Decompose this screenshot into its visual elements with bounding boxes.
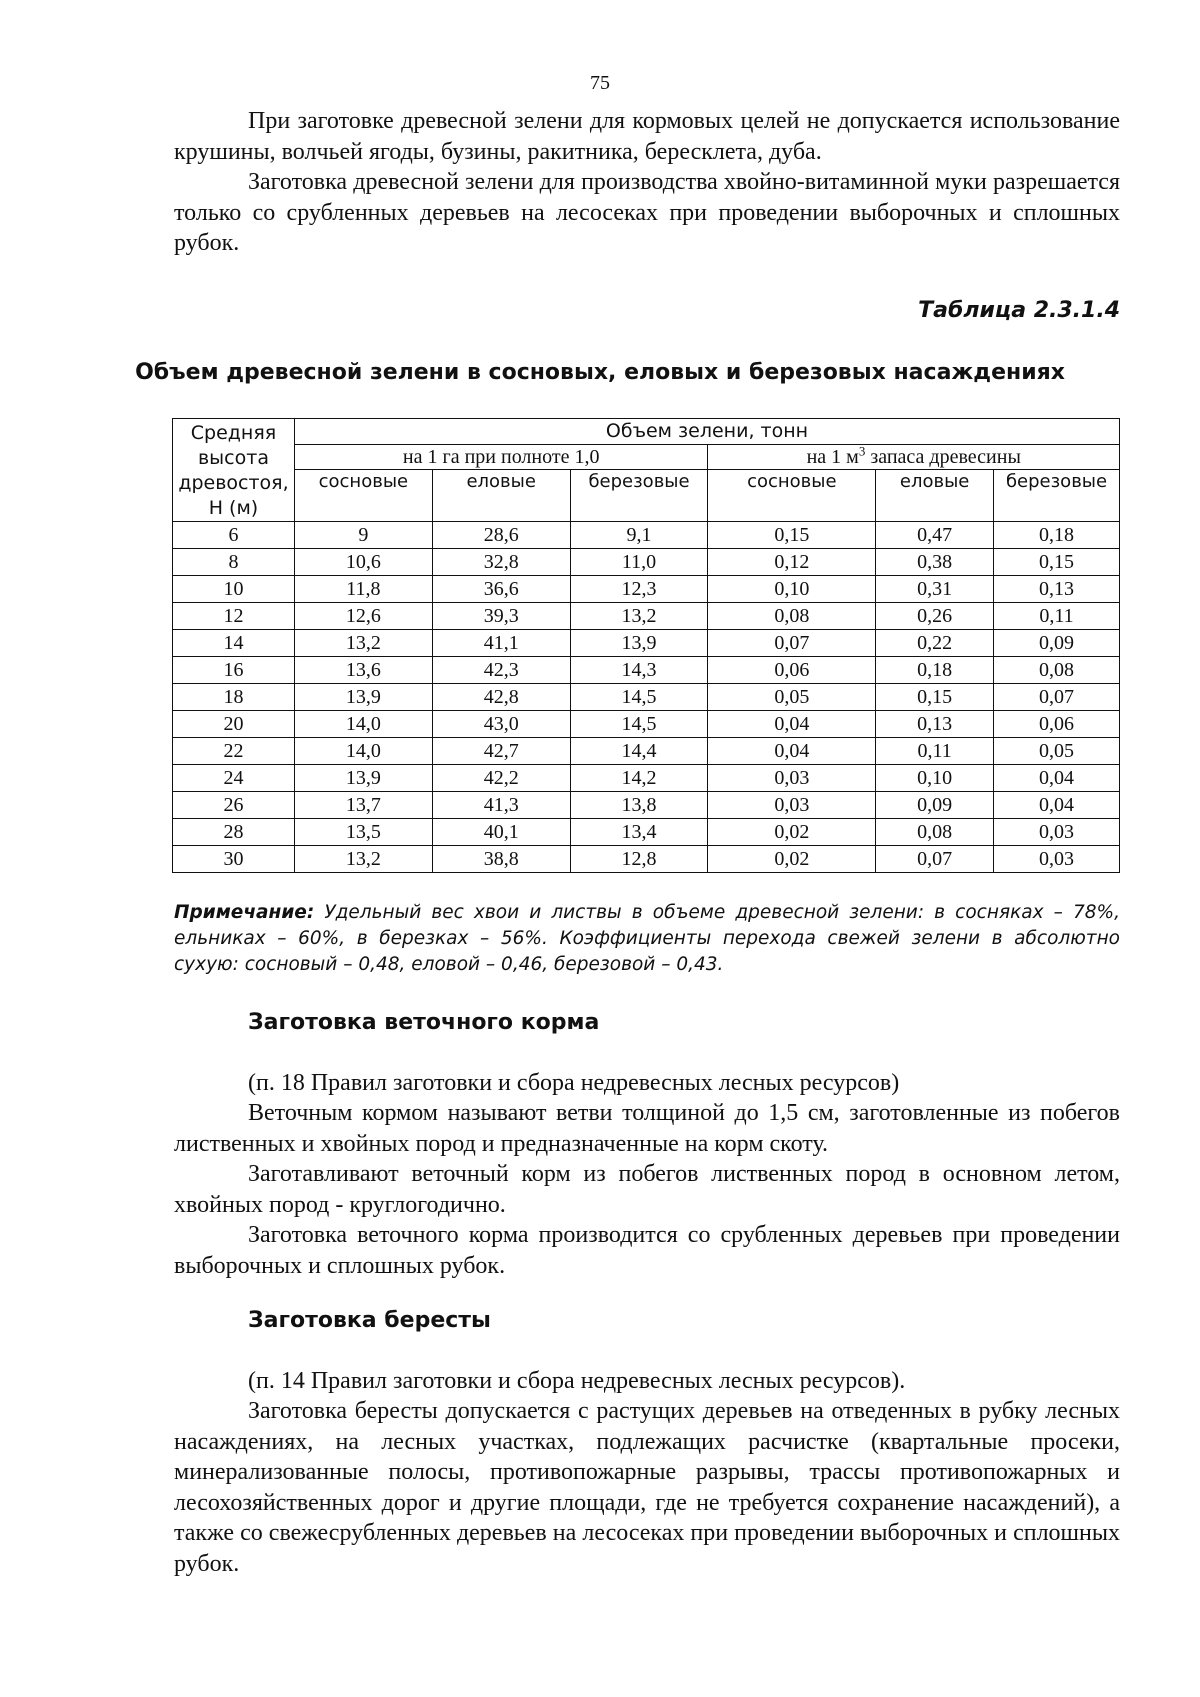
table-cell: 38,8 bbox=[432, 846, 570, 873]
page-number: 75 bbox=[590, 72, 610, 94]
table-cell: 42,8 bbox=[432, 684, 570, 711]
table-cell: 10 bbox=[173, 576, 295, 603]
table-cell: 14,2 bbox=[570, 765, 708, 792]
table-cell: 20 bbox=[173, 711, 295, 738]
table-cell: 13,7 bbox=[294, 792, 432, 819]
table-cell: 28 bbox=[173, 819, 295, 846]
table-cell: 0,12 bbox=[708, 549, 876, 576]
table-cell: 0,10 bbox=[708, 576, 876, 603]
table-row bbox=[173, 630, 1120, 657]
table-cell: 32,8 bbox=[432, 549, 570, 576]
table-cell: 14,5 bbox=[570, 711, 708, 738]
table-cell: 11,8 bbox=[294, 576, 432, 603]
header-height: Средняя высота древостоя, Н (м) bbox=[173, 419, 295, 522]
table-cell: 13,9 bbox=[294, 684, 432, 711]
table-cell: 13,2 bbox=[294, 630, 432, 657]
table-cell: 42,2 bbox=[432, 765, 570, 792]
note-label: Примечание: bbox=[174, 902, 315, 923]
table-cell: 0,38 bbox=[876, 549, 994, 576]
table-cell: 0,08 bbox=[876, 819, 994, 846]
table-row bbox=[173, 603, 1120, 630]
note-text: Удельный вес хвои и листвы в объеме древесной зелени: в сосняках – 78%, ельниках – 60%, в березках – 56%. Коэффициенты перехода свежей зелени в абсолютно сухую: сосновый – 0,48, еловой – 0,46, березовой – 0,43. bbox=[174, 902, 1120, 975]
table-cell: 13,4 bbox=[570, 819, 708, 846]
table-cell: 0,22 bbox=[876, 630, 994, 657]
table-cell: 13,9 bbox=[570, 630, 708, 657]
table-cell: 14,5 bbox=[570, 684, 708, 711]
header-birch-1: березовые bbox=[570, 470, 708, 522]
header-per-hectare: на 1 га при полноте 1,0 bbox=[294, 444, 708, 470]
table-cell: 0,03 bbox=[708, 765, 876, 792]
table-cell: 13,5 bbox=[294, 819, 432, 846]
table-cell: 14,0 bbox=[294, 711, 432, 738]
table-cell: 0,02 bbox=[708, 819, 876, 846]
table-cell: 11,0 bbox=[570, 549, 708, 576]
table-cell: 0,09 bbox=[994, 630, 1120, 657]
table-cell: 43,0 bbox=[432, 711, 570, 738]
header-pine-1: сосновые bbox=[294, 470, 432, 522]
table-cell: 24 bbox=[173, 765, 295, 792]
green-volume-table bbox=[172, 418, 1120, 873]
table-note bbox=[174, 900, 1120, 978]
section2-paragraph-1: Заготовка бересты допускается с растущих деревьев на отведенных в рубку лесных насаждениях, на лесных участках, подлежащих расчистке (квартальные просеки, минерализованные полосы, противопожарные разрывы, трассы противопожарных и лесохозяйственных дорог и другие площади, где не требуется сохранение насаждений), а также со свежесрубленных деревьев на лесосеках при проведении выборочных и сплошных рубок. bbox=[174, 1398, 1120, 1577]
table-cell: 14,0 bbox=[294, 738, 432, 765]
table-cell: 0,05 bbox=[994, 738, 1120, 765]
header-birch-2: березовые bbox=[994, 470, 1120, 522]
table-cell: 12,6 bbox=[294, 603, 432, 630]
table-cell: 0,07 bbox=[876, 846, 994, 873]
table-row bbox=[173, 549, 1120, 576]
table-cell: 0,15 bbox=[876, 684, 994, 711]
table-cell: 13,2 bbox=[294, 846, 432, 873]
section-heading-birch-bark: Заготовка бересты bbox=[248, 1308, 491, 1333]
section2-reference: (п. 14 Правил заготовки и сбора недревесных лесных ресурсов). bbox=[248, 1368, 906, 1394]
table-cell: 9 bbox=[294, 522, 432, 549]
table-cell: 10,6 bbox=[294, 549, 432, 576]
table-cell: 0,11 bbox=[876, 738, 994, 765]
table-cell: 0,03 bbox=[994, 846, 1120, 873]
table-cell: 0,02 bbox=[708, 846, 876, 873]
table-cell: 30 bbox=[173, 846, 295, 873]
table-cell: 0,13 bbox=[876, 711, 994, 738]
table-row bbox=[173, 792, 1120, 819]
table-cell: 12,8 bbox=[570, 846, 708, 873]
table-cell: 41,1 bbox=[432, 630, 570, 657]
table-cell: 0,04 bbox=[994, 792, 1120, 819]
section1-paragraph-1: Веточным кормом называют ветви толщиной до 1,5 см, заготовленные из побегов лиственных и хвойных пород и предназначенные на корм скоту. bbox=[174, 1100, 1120, 1157]
table-cell: 39,3 bbox=[432, 603, 570, 630]
table-cell: 13,9 bbox=[294, 765, 432, 792]
header-spruce-2: еловые bbox=[876, 470, 994, 522]
section1-paragraph-2: Заготавливают веточный корм из побегов лиственных пород в основном летом, хвойных пород - круглогодично. bbox=[174, 1161, 1120, 1218]
table-cell: 42,3 bbox=[432, 657, 570, 684]
table-cell: 13,6 bbox=[294, 657, 432, 684]
table-cell: 0,15 bbox=[708, 522, 876, 549]
header-spruce-1: еловые bbox=[432, 470, 570, 522]
table-cell: 0,31 bbox=[876, 576, 994, 603]
table-cell: 22 bbox=[173, 738, 295, 765]
table-cell: 8 bbox=[173, 549, 295, 576]
table-cell: 18 bbox=[173, 684, 295, 711]
table-cell: 28,6 bbox=[432, 522, 570, 549]
table-row bbox=[173, 846, 1120, 873]
table-cell: 0,47 bbox=[876, 522, 994, 549]
table-cell: 9,1 bbox=[570, 522, 708, 549]
table-cell: 42,7 bbox=[432, 738, 570, 765]
table-cell: 6 bbox=[173, 522, 295, 549]
section1-paragraph-3: Заготовка веточного корма производится со срубленных деревьев при проведении выборочных и сплошных рубок. bbox=[174, 1222, 1120, 1279]
table-cell: 26 bbox=[173, 792, 295, 819]
header-per-cubic-meter: на 1 $м^3$ запаса древесины bbox=[708, 444, 1120, 470]
table-cell: 14,3 bbox=[570, 657, 708, 684]
intro-paragraph-1: При заготовке древесной зелени для кормовых целей не допускается использование крушины, волчьей ягоды, бузины, ракитника, бересклета, дуба. bbox=[174, 108, 1120, 165]
table-cell: 12,3 bbox=[570, 576, 708, 603]
table-cell: 0,06 bbox=[708, 657, 876, 684]
table-cell: 0,04 bbox=[994, 765, 1120, 792]
table-row bbox=[173, 819, 1120, 846]
table-cell: 12 bbox=[173, 603, 295, 630]
table-row bbox=[173, 576, 1120, 603]
table-cell: 0,18 bbox=[876, 657, 994, 684]
section-heading-branch-feed: Заготовка веточного корма bbox=[248, 1010, 600, 1035]
table-cell: 14,4 bbox=[570, 738, 708, 765]
table-cell: 0,03 bbox=[708, 792, 876, 819]
section1-reference: (п. 18 Правил заготовки и сбора недревесных лесных ресурсов) bbox=[248, 1070, 900, 1096]
table-cell: 0,15 bbox=[994, 549, 1120, 576]
table-cell: 16 bbox=[173, 657, 295, 684]
table-cell: 0,07 bbox=[708, 630, 876, 657]
table-cell: 14 bbox=[173, 630, 295, 657]
table-cell: 0,06 bbox=[994, 711, 1120, 738]
table-cell: 0,11 bbox=[994, 603, 1120, 630]
intro-paragraph-2: Заготовка древесной зелени для производства хвойно-витаминной муки разрешается только со срубленных деревьев на лесосеках при проведении выборочных и сплошных рубок. bbox=[174, 169, 1120, 256]
table-row bbox=[173, 711, 1120, 738]
table-cell: 0,13 bbox=[994, 576, 1120, 603]
table-row bbox=[173, 522, 1120, 549]
table-row bbox=[173, 657, 1120, 684]
header-pine-2: сосновые bbox=[708, 470, 876, 522]
table-label: Таблица 2.3.1.4 bbox=[918, 298, 1120, 323]
table-cell: 36,6 bbox=[432, 576, 570, 603]
table-cell: 0,26 bbox=[876, 603, 994, 630]
table-row bbox=[173, 765, 1120, 792]
table-cell: 0,03 bbox=[994, 819, 1120, 846]
table-cell: 0,05 bbox=[708, 684, 876, 711]
table-cell: 40,1 bbox=[432, 819, 570, 846]
table-row bbox=[173, 684, 1120, 711]
header-green-volume: Объем зелени, тонн bbox=[294, 419, 1119, 445]
table-cell: 0,18 bbox=[994, 522, 1120, 549]
table-cell: 0,04 bbox=[708, 711, 876, 738]
table-title: Объем древесной зелени в сосновых, еловых и березовых насаждениях bbox=[135, 360, 1065, 385]
table-cell: 13,8 bbox=[570, 792, 708, 819]
table-cell: 0,10 bbox=[876, 765, 994, 792]
table-cell: 41,3 bbox=[432, 792, 570, 819]
table-cell: 0,08 bbox=[994, 657, 1120, 684]
table-row bbox=[173, 738, 1120, 765]
table-cell: 0,08 bbox=[708, 603, 876, 630]
table-cell: 0,07 bbox=[994, 684, 1120, 711]
table-cell: 13,2 bbox=[570, 603, 708, 630]
table-cell: 0,04 bbox=[708, 738, 876, 765]
table-cell: 0,09 bbox=[876, 792, 994, 819]
